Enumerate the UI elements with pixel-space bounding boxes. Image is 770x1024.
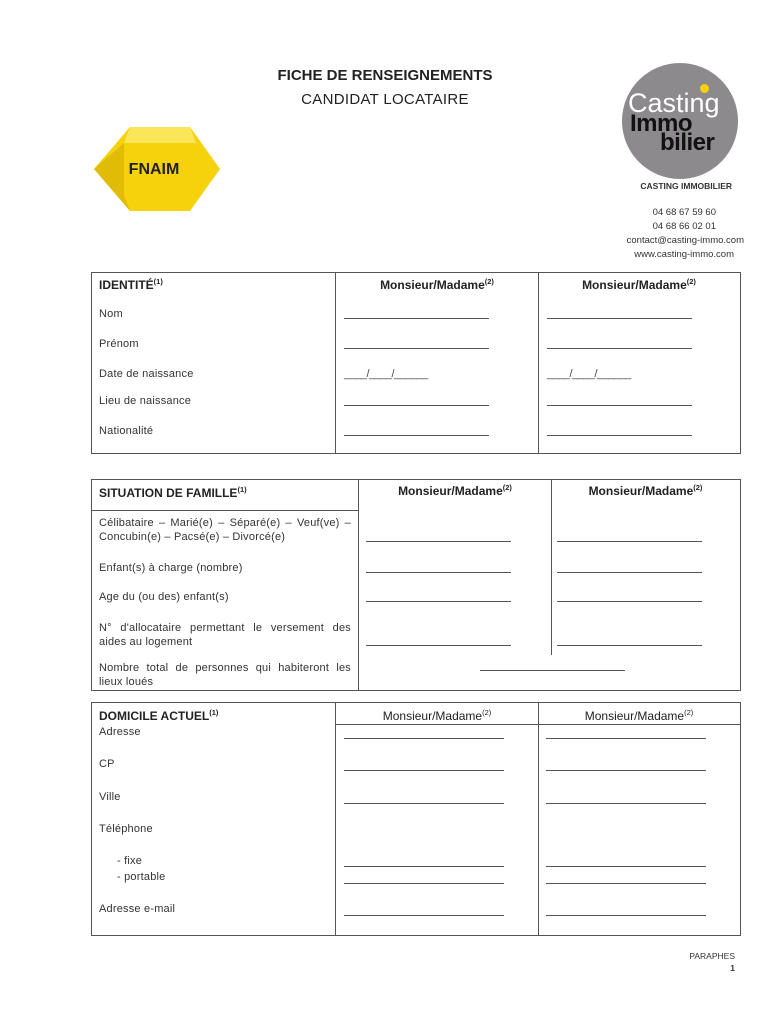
family-label-allocataire-2: aides au logement	[99, 636, 193, 648]
family-label-total-2: lieux loués	[99, 676, 154, 688]
family-label-children: Enfant(s) à charge (nombre)	[99, 562, 243, 574]
email-field-1[interactable]	[344, 915, 504, 916]
nom-field-2[interactable]	[547, 318, 692, 319]
nom-field-1[interactable]	[344, 318, 489, 319]
identity-label-nationalite: Nationalité	[99, 425, 154, 437]
phone-portable-field-1[interactable]	[344, 883, 504, 884]
domicile-label-fixe: - fixe	[117, 855, 143, 867]
children-field-1[interactable]	[366, 572, 511, 573]
family-label-status-2: Concubin(e) – Pacsé(e) – Divorcé(e)	[99, 531, 286, 543]
family-heading: SITUATION DE FAMILLE$^{(1)}$	[99, 485, 247, 500]
form-title: FICHE DE RENSEIGNEMENTS	[277, 67, 493, 84]
identity-col-1-header: Monsieur/Madame$^{(2)}$	[380, 277, 494, 292]
identity-heading: IDENTITÉ$^{(1)}$	[99, 277, 163, 292]
form-subtitle: CANDIDAT LOCATAIRE	[301, 91, 469, 108]
family-divider-1	[358, 479, 359, 655]
phone-portable-field-2[interactable]	[546, 883, 706, 884]
casting-logo-line3: bilier	[660, 129, 715, 156]
family-col-2-header: Monsieur/Madame$^{(2)}$	[588, 483, 703, 498]
domicile-header-rule	[336, 724, 740, 725]
casting-logo-line1: Casting	[628, 88, 720, 118]
page-number: 1	[730, 963, 735, 973]
domicile-label-portable: - portable	[117, 871, 166, 883]
domicile-divider-1	[335, 702, 336, 935]
family-divider-2	[551, 479, 552, 655]
identity-label-date: Date de naissance	[99, 368, 194, 380]
phone-fixe-field-2[interactable]	[546, 866, 706, 867]
nationality-field-2[interactable]	[547, 435, 692, 436]
cp-field-1[interactable]	[344, 770, 504, 771]
agency-phone-2: 04 68 66 02 01	[652, 221, 716, 232]
family-col-1-header: Monsieur/Madame$^{(2)}$	[398, 483, 512, 498]
agency-phone-1: 04 68 67 59 60	[652, 207, 716, 218]
total-persons-field[interactable]	[480, 670, 625, 671]
children-field-2[interactable]	[557, 572, 702, 573]
fnaim-logo-text: FNAIM	[128, 161, 180, 178]
domicile-label-email: Adresse e-mail	[99, 903, 176, 915]
status-field-1[interactable]	[366, 541, 511, 542]
fnaim-logo	[92, 125, 222, 213]
family-label-children-age: Age du (ou des) enfant(s)	[99, 591, 229, 603]
domicile-label-telephone: Téléphone	[99, 823, 153, 835]
birthplace-field-2[interactable]	[547, 405, 692, 406]
agency-website: www.casting-immo.com	[634, 249, 734, 260]
prenom-field-1[interactable]	[344, 348, 489, 349]
identity-divider-2	[538, 272, 539, 453]
nationality-field-1[interactable]	[344, 435, 489, 436]
agency-email: contact@casting-immo.com	[626, 235, 744, 246]
email-field-2[interactable]	[546, 915, 706, 916]
identity-label-nom: Nom	[99, 308, 123, 320]
identity-label-lieu: Lieu de naissance	[99, 395, 192, 407]
agency-name: CASTING IMMOBILIER	[640, 181, 732, 191]
allocataire-field-2[interactable]	[557, 645, 702, 646]
identity-label-prenom: Prénom	[99, 338, 139, 350]
domicile-label-ville: Ville	[99, 791, 121, 803]
city-field-1[interactable]	[344, 803, 504, 804]
birthdate-field-1[interactable]: ____/____/______	[344, 368, 428, 380]
status-field-2[interactable]	[557, 541, 702, 542]
prenom-field-2[interactable]	[547, 348, 692, 349]
identity-divider-1	[335, 272, 336, 453]
domicile-label-cp: CP	[99, 758, 115, 770]
city-field-2[interactable]	[546, 803, 706, 804]
children-age-field-1[interactable]	[366, 601, 511, 602]
paraphes-label: PARAPHES	[689, 951, 735, 961]
address-field-1[interactable]	[344, 738, 504, 739]
family-header-rule	[91, 510, 359, 511]
children-age-field-2[interactable]	[557, 601, 702, 602]
phone-fixe-field-1[interactable]	[344, 866, 504, 867]
birthdate-field-2[interactable]: ____/____/______	[547, 368, 631, 380]
family-label-allocataire: N° d'allocataire permettant le versement des	[99, 622, 351, 634]
family-divider-3	[358, 655, 359, 690]
identity-col-2-header: Monsieur/Madame$^{(2)}$	[582, 277, 696, 292]
domicile-heading: DOMICILE ACTUEL$^{(1)}$	[99, 708, 219, 723]
domicile-col-2-header: Monsieur/Madame$^{(2)}$	[584, 708, 694, 723]
identity-section	[91, 272, 741, 454]
domicile-col-1-header: Monsieur/Madame$^{(2)}$	[382, 708, 492, 723]
casting-logo-line2: Immo	[630, 110, 693, 137]
domicile-divider-2	[538, 702, 539, 935]
birthplace-field-1[interactable]	[344, 405, 489, 406]
address-field-2[interactable]	[546, 738, 706, 739]
allocataire-field-1[interactable]	[366, 645, 511, 646]
cp-field-2[interactable]	[546, 770, 706, 771]
family-label-total: Nombre total de personnes qui habiteront les	[99, 662, 351, 674]
family-label-status: Célibataire – Marié(e) – Séparé(e) – Veuf(ve) –	[99, 517, 351, 529]
domicile-label-adresse: Adresse	[99, 726, 141, 738]
